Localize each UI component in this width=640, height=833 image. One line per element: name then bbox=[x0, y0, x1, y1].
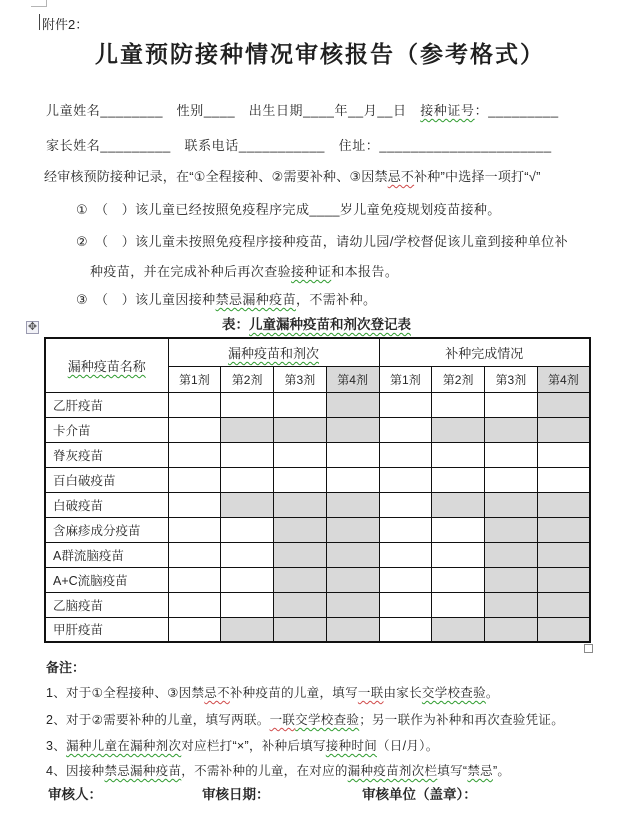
vaccine-name-cell: 白破疫苗 bbox=[45, 492, 168, 517]
vaccine-name-cell: A群流脑疫苗 bbox=[45, 542, 168, 567]
dose-header: 第2剂 bbox=[221, 366, 274, 392]
dose-cell bbox=[168, 517, 221, 542]
text-segment: 禁忌漏种疫苗 bbox=[104, 764, 182, 778]
dose-cell bbox=[221, 567, 274, 592]
text-segment: 儿童漏种疫苗和剂次登记表 bbox=[249, 317, 411, 332]
attachment-label: 附件2： bbox=[42, 17, 89, 32]
vaccine-table bbox=[44, 337, 591, 643]
dose-cell bbox=[537, 517, 590, 542]
dose-cell bbox=[326, 467, 379, 492]
text-segment: 2、对于②需要补种的儿童，填写两联。 bbox=[46, 713, 270, 727]
dose-cell bbox=[274, 592, 327, 617]
table-row bbox=[45, 467, 590, 492]
dose-header: 第2剂 bbox=[432, 366, 485, 392]
text-segment: 补种完成情况 bbox=[445, 345, 524, 361]
dose-cell bbox=[379, 467, 432, 492]
table-resize-handle-icon[interactable] bbox=[584, 644, 593, 653]
vaccine-name-cell: 乙肝疫苗 bbox=[45, 392, 168, 417]
dose-cell bbox=[537, 467, 590, 492]
text-segment: 对应栏打“×”，补种后填写 bbox=[181, 739, 326, 753]
review-unit-label: 审核单位（盖章）： bbox=[362, 787, 477, 802]
text-segment: ② （ ）该儿童未按照免疫程序接种疫苗，请幼儿园/学校督促该儿童到接种单位补 bbox=[76, 234, 568, 249]
table-row bbox=[45, 417, 590, 442]
dose-cell bbox=[379, 617, 432, 642]
dose-cell bbox=[485, 592, 538, 617]
margin-corner-mark bbox=[31, 0, 47, 7]
text-segment: 填写“ bbox=[437, 764, 468, 778]
dose-cell bbox=[432, 617, 485, 642]
dose-cell bbox=[168, 417, 221, 442]
dose-cell bbox=[326, 592, 379, 617]
dose-cell bbox=[485, 567, 538, 592]
dose-cell bbox=[274, 442, 327, 467]
dose-cell bbox=[485, 467, 538, 492]
text-segment: 忌不 bbox=[387, 169, 415, 184]
dose-cell bbox=[432, 392, 485, 417]
text-segment: 漏种疫苗剂次栏 bbox=[347, 764, 438, 778]
dose-cell bbox=[326, 542, 379, 567]
table-row bbox=[45, 592, 590, 617]
vaccine-name-cell: 甲肝疫苗 bbox=[45, 617, 168, 642]
note-1 bbox=[46, 683, 499, 701]
dose-cell bbox=[485, 542, 538, 567]
dose-cell bbox=[379, 417, 432, 442]
text-segment: 3、 bbox=[46, 739, 67, 753]
reviewer-label: 审核人： bbox=[48, 787, 102, 802]
note-4 bbox=[46, 761, 510, 779]
dose-cell bbox=[432, 517, 485, 542]
dose-cell bbox=[379, 392, 432, 417]
dose-cell bbox=[537, 492, 590, 517]
dose-cell bbox=[274, 417, 327, 442]
dose-cell bbox=[168, 492, 221, 517]
intro-paragraph bbox=[44, 166, 541, 185]
text-segment: 忌不 bbox=[204, 686, 230, 700]
dose-cell bbox=[221, 417, 274, 442]
dose-cell bbox=[326, 567, 379, 592]
text-segment: 1、对于①全程接种、③因禁 bbox=[46, 686, 205, 700]
table-row bbox=[45, 442, 590, 467]
text-segment: 禁忌 bbox=[467, 764, 493, 778]
dose-cell bbox=[379, 592, 432, 617]
dose-cell bbox=[326, 492, 379, 517]
option-2-needs-supplement bbox=[76, 231, 568, 250]
text-segment: 一联 bbox=[357, 686, 384, 700]
text-segment: 和本报告。 bbox=[331, 264, 399, 279]
dose-cell bbox=[326, 442, 379, 467]
notes-header: 备注： bbox=[46, 660, 86, 675]
text-segment: 由家长 bbox=[383, 686, 422, 700]
table-row bbox=[45, 542, 590, 567]
text-segment: 儿童姓名________ 性别____ 出生日期____年__月__日 bbox=[46, 103, 421, 118]
review-date-label: 审核日期： bbox=[202, 787, 270, 802]
vaccine-name-cell: 脊灰疫苗 bbox=[45, 442, 168, 467]
table-caption bbox=[44, 313, 589, 333]
dose-cell bbox=[537, 417, 590, 442]
text-segment: 接种证 bbox=[291, 264, 332, 279]
form-line-parent-info bbox=[46, 135, 552, 154]
dose-cell bbox=[221, 517, 274, 542]
dose-cell bbox=[537, 567, 590, 592]
dose-cell bbox=[168, 467, 221, 492]
text-segment: 交学校查验 bbox=[295, 713, 360, 727]
dose-cell bbox=[537, 542, 590, 567]
dose-cell bbox=[274, 492, 327, 517]
note-3 bbox=[46, 736, 439, 754]
dose-cell bbox=[221, 592, 274, 617]
dose-cell bbox=[485, 417, 538, 442]
dose-header: 第4剂 bbox=[537, 366, 590, 392]
dose-cell bbox=[221, 392, 274, 417]
text-segment: 4、因接种 bbox=[46, 764, 105, 778]
table-move-handle-icon[interactable]: ✥ bbox=[27, 321, 38, 333]
dose-header: 第1剂 bbox=[379, 366, 432, 392]
dose-cell bbox=[432, 592, 485, 617]
text-segment: ，不需补种。 bbox=[295, 292, 377, 307]
text-segment: 家长姓名_________ 联系电话___________ 住址：______________________ bbox=[46, 138, 552, 153]
dose-cell bbox=[168, 542, 221, 567]
table-row bbox=[45, 517, 590, 542]
table-row bbox=[45, 392, 590, 417]
dose-header: 第3剂 bbox=[485, 366, 538, 392]
dose-cell bbox=[168, 392, 221, 417]
dose-cell bbox=[274, 542, 327, 567]
dose-cell bbox=[537, 392, 590, 417]
dose-cell bbox=[432, 467, 485, 492]
vaccine-name-cell: 乙脑疫苗 bbox=[45, 592, 168, 617]
dose-cell bbox=[221, 617, 274, 642]
note-2 bbox=[46, 710, 564, 728]
dose-cell bbox=[432, 417, 485, 442]
option-2-continuation bbox=[90, 261, 398, 280]
dose-cell bbox=[274, 617, 327, 642]
dose-cell bbox=[168, 442, 221, 467]
text-segment: 接种时间 bbox=[325, 739, 377, 753]
dose-cell bbox=[326, 417, 379, 442]
vaccine-name-header bbox=[45, 338, 168, 392]
dose-cell bbox=[274, 517, 327, 542]
option-3-contraindicated bbox=[76, 289, 376, 308]
text-segment: 漏种疫苗和剂次 bbox=[228, 345, 320, 361]
dose-cell bbox=[274, 392, 327, 417]
form-line-child-info bbox=[46, 100, 559, 119]
dose-cell bbox=[168, 617, 221, 642]
dose-cell bbox=[485, 492, 538, 517]
dose-cell bbox=[537, 592, 590, 617]
table-row bbox=[45, 567, 590, 592]
dose-cell bbox=[537, 442, 590, 467]
text-segment: 种疫苗，并在完成补种后再次查验 bbox=[90, 264, 292, 279]
dose-header: 第1剂 bbox=[168, 366, 221, 392]
dose-cell bbox=[379, 442, 432, 467]
dose-cell bbox=[326, 517, 379, 542]
dose-cell bbox=[379, 517, 432, 542]
table-row bbox=[45, 617, 590, 642]
text-segment: 一联 bbox=[269, 713, 296, 727]
text-segment: ；另一联作为补种和再次查验凭证。 bbox=[359, 713, 564, 727]
dose-cell bbox=[379, 567, 432, 592]
dose-header: 第4剂 bbox=[326, 366, 379, 392]
vaccine-name-cell: 卡介苗 bbox=[45, 417, 168, 442]
option-1-full-vaccination bbox=[76, 199, 501, 218]
text-segment: 表： bbox=[222, 317, 249, 332]
text-segment: 补种”中选择一项打“√” bbox=[414, 169, 541, 184]
dose-cell bbox=[485, 442, 538, 467]
text-segment: ③ （ ）该儿童因接种 bbox=[76, 292, 216, 307]
vaccine-name-cell: 百白破疫苗 bbox=[45, 467, 168, 492]
dose-cell bbox=[432, 567, 485, 592]
text-segment: 漏种疫苗名称 bbox=[67, 358, 146, 374]
dose-cell bbox=[221, 467, 274, 492]
dose-cell bbox=[274, 567, 327, 592]
text-segment: 漏种儿童在漏种剂次 bbox=[66, 739, 182, 753]
dose-cell bbox=[168, 592, 221, 617]
dose-cell bbox=[485, 392, 538, 417]
text-segment: 交学校查验 bbox=[421, 686, 486, 700]
dose-cell bbox=[221, 442, 274, 467]
dose-cell bbox=[168, 567, 221, 592]
dose-cell bbox=[221, 542, 274, 567]
dose-cell bbox=[537, 617, 590, 642]
dose-cell bbox=[274, 467, 327, 492]
dose-cell bbox=[221, 492, 274, 517]
text-segment: 禁忌漏种疫苗 bbox=[215, 292, 296, 307]
text-cursor bbox=[39, 14, 40, 30]
text-segment: 补种疫苗的儿童，填写 bbox=[229, 686, 358, 700]
text-segment: 。 bbox=[485, 686, 499, 700]
text-segment: 经审核预防接种记录，在“①全程接种、②需要补种、③因禁 bbox=[44, 169, 388, 184]
text-segment: ：_________ bbox=[474, 103, 559, 118]
text-segment: ① （ ）该儿童已经按照免疫程序完成____岁儿童免疫规划疫苗接种。 bbox=[76, 202, 501, 217]
page-title: 儿童预防接种情况审核报告（参考格式） bbox=[95, 41, 545, 67]
dose-cell bbox=[326, 617, 379, 642]
dose-cell bbox=[379, 542, 432, 567]
dose-header: 第3剂 bbox=[274, 366, 327, 392]
group-header bbox=[168, 338, 379, 366]
text-segment: ”。 bbox=[492, 764, 511, 778]
dose-cell bbox=[432, 442, 485, 467]
table-row bbox=[45, 492, 590, 517]
dose-cell bbox=[485, 517, 538, 542]
vaccine-name-cell: 含麻疹成分疫苗 bbox=[45, 517, 168, 542]
dose-cell bbox=[379, 492, 432, 517]
vaccine-name-cell: A+C流脑疫苗 bbox=[45, 567, 168, 592]
text-segment: （日/月）。 bbox=[377, 739, 439, 753]
dose-cell bbox=[326, 392, 379, 417]
dose-cell bbox=[432, 492, 485, 517]
group-header bbox=[379, 338, 590, 366]
text-segment: ，不需补种的儿童，在对应的 bbox=[181, 764, 348, 778]
dose-cell bbox=[485, 617, 538, 642]
dose-cell bbox=[432, 542, 485, 567]
text-segment: 接种证号 bbox=[420, 103, 475, 118]
